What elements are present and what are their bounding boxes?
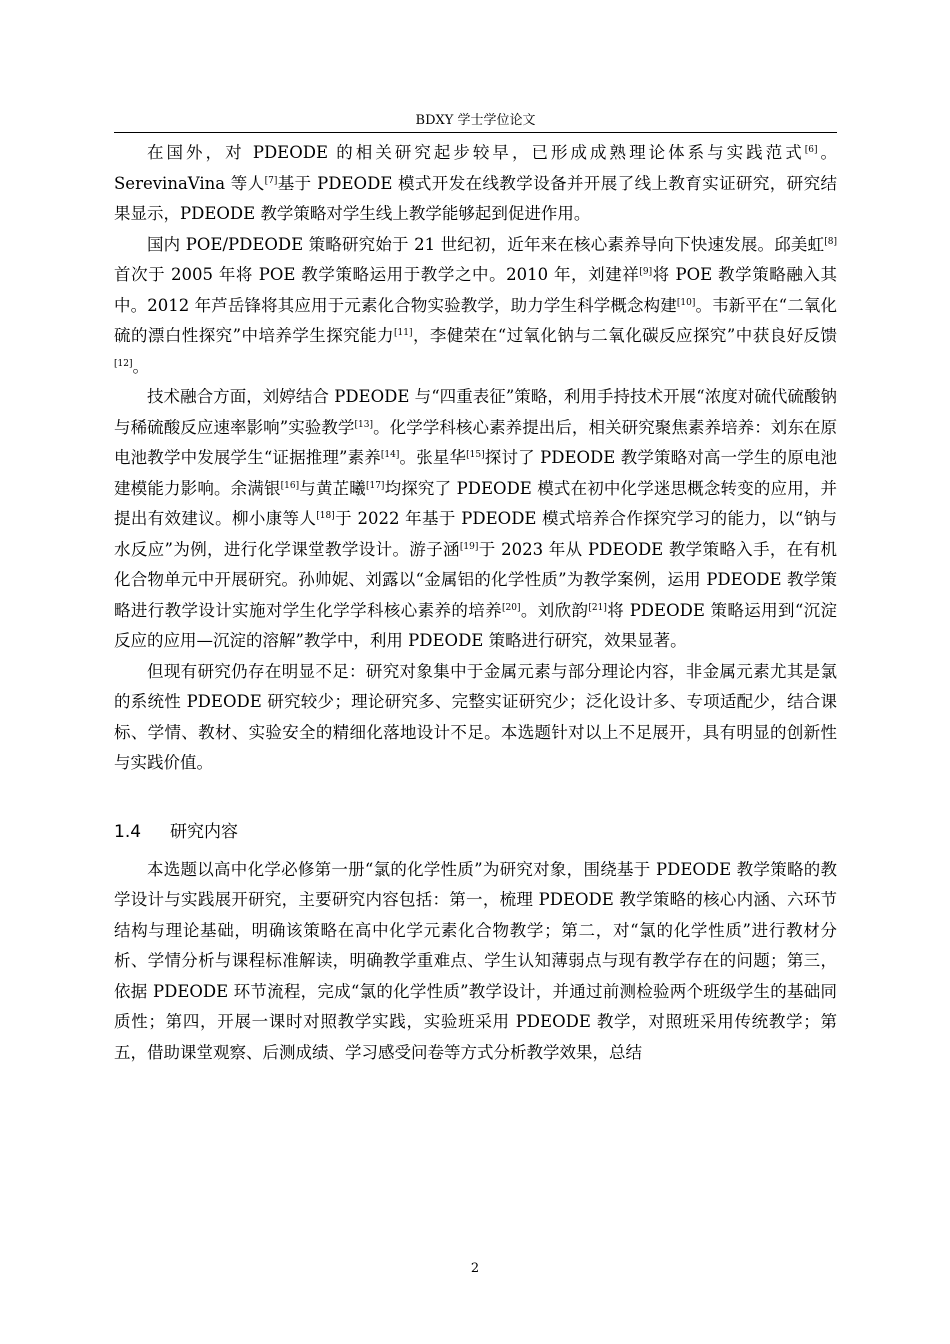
section-number: 1.4	[114, 821, 142, 842]
section-heading	[114, 817, 837, 847]
text-run: 基于 PDEODE 模式开发在线教学设备并开展了线上教育实证研究，研究结果显示，PDEODE 教学策略对学生线上教学能够起到促进作用。	[114, 173, 837, 223]
text-run: 。SerevinaVina 等人	[114, 143, 838, 193]
text-run: 。韦新平在“二氧化硫的漂白性探究”中培养学生探究能力	[114, 295, 837, 345]
paragraph-technology-integration	[114, 382, 837, 657]
header-rule	[114, 132, 837, 133]
text-run: 。	[132, 356, 149, 376]
citation-ref: [12]	[114, 358, 133, 369]
citation-ref: [13]	[354, 419, 373, 430]
text-run: 。化学学科核心素养提出后，相关研究聚焦素养培养：刘东在原电池教学中发展学生“证据推理”素养	[114, 417, 838, 467]
text-run: 均探究了 PDEODE 模式在初中化学迷思概念转变的应用，并提出有效建议。柳小康等人	[114, 478, 838, 528]
running-header: BDXY 学士学位论文	[415, 113, 536, 128]
text-run: 。刘欣韵	[520, 600, 589, 620]
paragraph-research-content: 本选题以高中化学必修第一册“氯的化学性质”为研究对象，围绕基于 PDEODE 教学策略的教学设计与实践展开研究，主要研究内容包括：第一，梳理 PDEODE 教学策略的核心内涵、六环节结构与理论基础，明确该策略在高中化学元素化合物教学；第二，对“氯的化学性质”进行教材分析、学情分析与课程标准解读，明确教学重难点、学生认知薄弱点与现有教学存在的问题；第三，依据 PDEODE 环节流程，完成“氯的化学性质”教学设计，并通过前测检验两个班级学生的基础同质性；第四，开展一课时对照教学实践，实验班采用 PDEODE 教学，对照班采用传统教学；第五，借助课堂观察、后测成绩、学习感受问卷等方式分析教学效果，总结	[114, 859, 837, 1062]
document-body	[114, 138, 837, 1068]
citation-ref: [9]	[639, 267, 653, 277]
text-run: 。张星华	[399, 448, 467, 467]
citation-ref: [11]	[394, 328, 413, 338]
text-run: 首次于 2005 年将 POE 教学策略运用于教学之中。2010 年，刘建祥	[114, 265, 640, 284]
page-number: 2	[470, 1261, 480, 1276]
citation-ref: [19]	[459, 541, 479, 552]
text-run: 与黄芷曦	[299, 478, 366, 498]
text-run: 在国外，对 PDEODE 的相关研究起步较早，已形成成熟理论体系与实践范式	[147, 143, 805, 162]
text-run: 将 PDEODE 策略运用到“沉淀反应的应用—沉淀的溶解”教学中，利用 PDEODE 策略进行研究，效果显著。	[114, 600, 838, 650]
text-run: 于 2022 年基于 PDEODE 模式培养合作探究学习的能力，以“钠与水反应”为例，进行化学课堂教学设计。游子涵	[114, 509, 838, 559]
citation-ref: [8]	[824, 236, 837, 247]
citation-ref: [16]	[280, 480, 300, 491]
citation-ref: [17]	[365, 480, 385, 491]
paragraph-domestic-research	[114, 230, 837, 383]
citation-ref: [21]	[588, 602, 607, 613]
section-title: 研究内容	[170, 821, 238, 842]
text-run: 国内 POE/PDEODE 策略研究始于 21 世纪初，近年来在核心素养导向下快速发展。邱美虹	[147, 234, 825, 254]
citation-ref: [20]	[502, 602, 521, 613]
text-run: 于 2023 年从 PDEODE 教学策略入手，在有机化合物单元中开展研究。孙帅妮、刘露以“金属铝的化学性质”为教学案例，运用 PDEODE 教学策略进行教学设计实施对学生化学学科核心素养的培养	[114, 539, 837, 620]
citation-ref: [18]	[316, 511, 335, 521]
text-run: 但现有研究仍存在明显不足：研究对象集中于金属元素与部分理论内容，非金属元素尤其是氯的系统性 PDEODE 研究较少；理论研究多、完整实证研究少；泛化设计多、专项适配少，结合课标、学情、教材、实验安全的精细化落地设计不足。本选题针对以上不足展开，具有明显的创新性与实践价值。	[114, 661, 837, 772]
text-run: 技术融合方面，刘婷结合 PDEODE 与“四重表征”策略，利用手持技术开展“浓度对硫代硫酸钠与稀硫酸反应速率影响”实验教学	[114, 387, 837, 437]
citation-ref: [15]	[466, 450, 485, 460]
citation-ref: [7]	[264, 175, 278, 186]
citation-ref: [10]	[676, 297, 696, 308]
text-run: 探讨了 PDEODE 教学策略对高一学生的原电池建模能力影响。余满银	[114, 448, 838, 498]
text-run: 将 POE 教学策略融入其中。2012 年芦岳锋将其应用于元素化合物实验教学，助力学生科学概念构建	[114, 265, 837, 315]
paragraph-foreign-research	[114, 138, 837, 230]
text-run: ，李健荣在“过氧化钠与二氧化碳反应探究”中获良好反馈	[412, 326, 837, 345]
citation-ref: [6]	[804, 145, 818, 155]
citation-ref: [14]	[380, 450, 400, 460]
paragraph-research-gaps	[114, 657, 837, 779]
